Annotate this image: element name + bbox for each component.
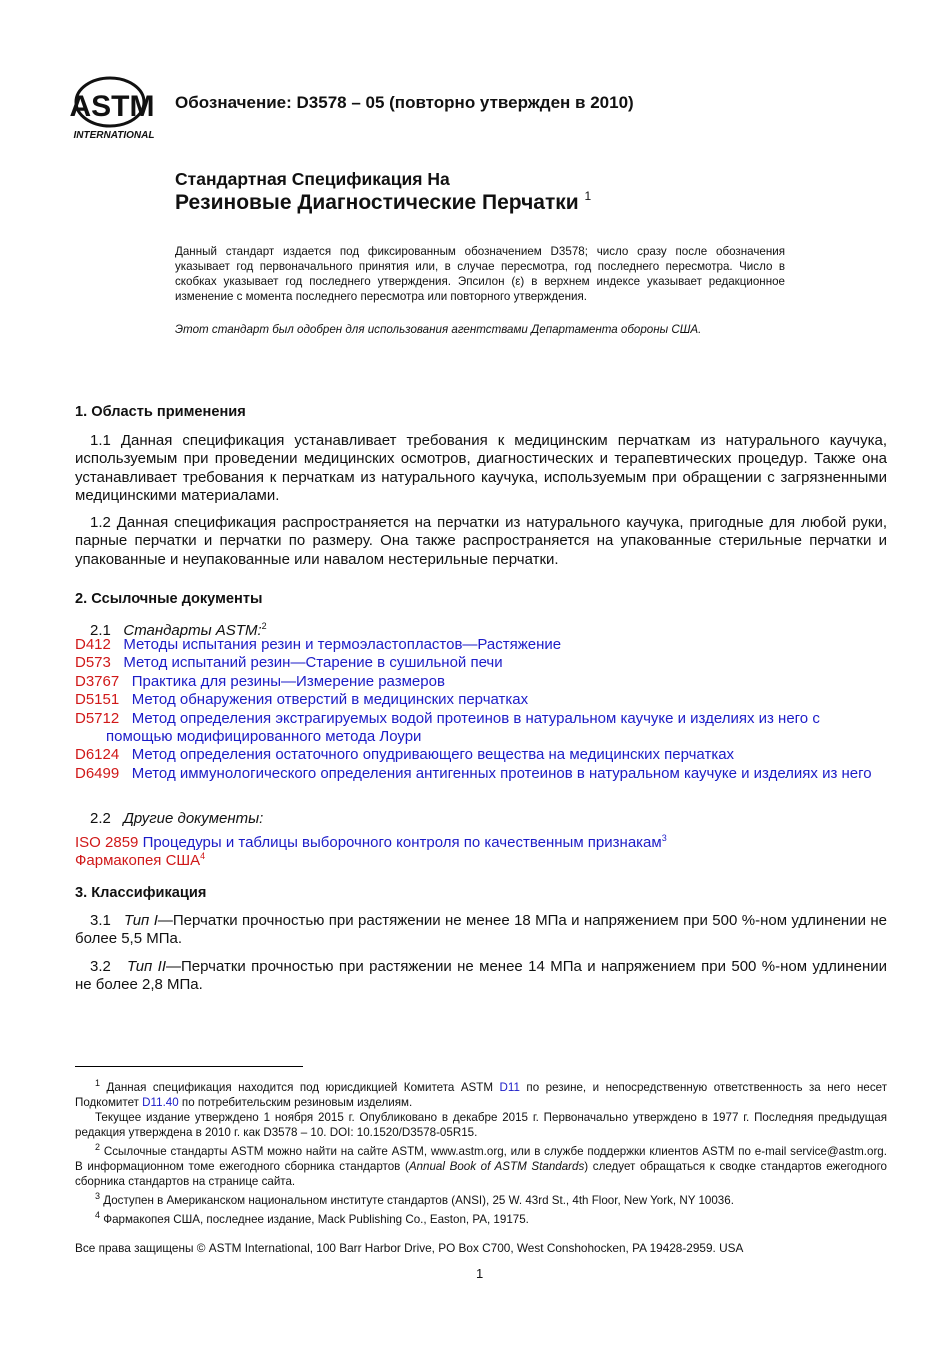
ref-title[interactable]: Процедуры и таблицы выборочного контроля по качественным признакам (142, 834, 662, 851)
text: ) следует обращаться к сводке стандартов ежегодного сборника стандартов на странице сайта. (75, 1159, 888, 1188)
link-d11[interactable]: D11 (499, 1080, 520, 1094)
link-d11-40[interactable]: D11.40 (142, 1095, 179, 1109)
subsection-2-2 (75, 810, 887, 828)
num: 3.1 (90, 912, 111, 929)
footnote-4 (75, 1208, 887, 1227)
title-text: Резиновые Диагностические Перчатки (175, 191, 579, 214)
fn-num: 3 (95, 1190, 101, 1201)
label: Другие документы: (123, 810, 264, 827)
ref-code[interactable]: Фармакопея США (75, 852, 201, 869)
footnotes (75, 1076, 887, 1226)
logo-subtext: INTERNATIONAL (73, 130, 155, 141)
ref-title[interactable]: Методы испытания резин и термоэластопластов—Растяжение (123, 636, 562, 653)
reference-usp[interactable] (75, 847, 887, 870)
fn-num: 2 (95, 1141, 101, 1152)
text: Данная спецификация находится под юрисдикцией Комитета ASTM (106, 1080, 500, 1094)
intro-paragraph: Данный стандарт издается под фиксированным обозначением D3578; число сразу после обозначения указывает год первоначального принятия или, в случае пересмотра, год последнего пересмотра. Число в скобках указывает год последнего утверждения. Эпсилон (ε) в верхнем индексе указывает редакционное изменение с момента последнего пересмотра или повторного утверждения. (175, 245, 785, 303)
reference-item[interactable] (75, 710, 887, 747)
text: Ссылочные стандарты ASTM можно найти на сайте ASTM, www.astm.org, или в службе поддержки клиентов ASTM по e-mail service@astm.org. В информационном томе ежегодного сборника стандартов ( (75, 1144, 887, 1173)
footnote-ref: 4 (200, 851, 206, 861)
paragraph-3-2 (75, 958, 887, 995)
ref-code[interactable]: D412 (75, 636, 111, 653)
paragraph-1-2: 1.2 Данная спецификация распространяется на перчатки из натурального каучука, пригодные для любой руки, парные перчатки и перчатки по размеру. Она также распространяется на упакованные стерильные перчатки и упакованные и неупакованные или навалом нестерильные перчатки. (75, 514, 887, 568)
ref-title[interactable]: Метод испытаний резин—Старение в сушильной печи (123, 654, 503, 672)
reference-list (75, 636, 887, 783)
ref-title[interactable]: Метод обнаружения отверстий в медицинских перчатках (131, 691, 529, 709)
num: 2.2 (90, 810, 111, 827)
footnote-1 (75, 1076, 887, 1110)
ref-code[interactable]: D6124 (75, 746, 120, 764)
ref-code[interactable]: D3767 (75, 672, 120, 690)
astm-logo (70, 76, 156, 142)
text: —Перчатки прочностью при растяжении не менее 18 МПа и напряжением при 500 %-ном удлинении не более 5,5 МПа. (75, 912, 887, 948)
title-line-2 (175, 191, 591, 215)
dod-note: Этот стандарт был одобрен для использования агентствами Департамента обороны США. (175, 323, 702, 336)
copyright: Все права защищены © ASTM International, 100 Barr Harbor Drive, PO Box C700, West Conshohocken, PA 19428-2959. USA (75, 1241, 744, 1255)
fn-num: 1 (95, 1078, 101, 1088)
ref-title[interactable]: Метод определения экстрагируемых водой протеинов в натуральном каучуке и изделиях из него с помощью модифицированного метода Лоури (106, 709, 820, 746)
reference-item[interactable] (75, 765, 887, 783)
ref-title[interactable]: Метод определения остаточного опудривающего вещества на медицинских перчатках (131, 746, 735, 764)
ref-title[interactable]: Метод иммунологического определения антигенных протеинов в натуральном каучуке и изделиях из него (131, 764, 872, 782)
section-3-heading: 3. Классификация (75, 885, 207, 901)
ref-title[interactable]: Практика для резины—Измерение размеров (131, 672, 445, 690)
reference-item[interactable] (75, 654, 887, 672)
text: Annual Book of ASTM Standards (408, 1159, 585, 1173)
footnote-ref: 3 (661, 833, 667, 843)
section-2-heading: 2. Ссылочные документы (75, 591, 263, 607)
text: по потребительским резиновым изделиям. (178, 1095, 413, 1109)
section-1-heading: 1. Область применения (75, 404, 246, 420)
text: Фармакопея США, последнее издание, Mack Publishing Co., Easton, PA, 19175. (103, 1212, 529, 1226)
title-line-1: Стандартная Спецификация На (175, 169, 450, 189)
footnote-divider (75, 1066, 303, 1067)
fn-num: 4 (95, 1209, 101, 1220)
designation: Обозначение: D3578 – 05 (повторно утвержден в 2010) (175, 93, 634, 112)
text: по резине, и непосредственную ответственность за него несет Подкомитет (75, 1080, 888, 1109)
reference-item[interactable] (75, 746, 887, 764)
ref-code[interactable]: D5151 (75, 691, 120, 709)
footnote-2 (75, 1140, 887, 1189)
ref-code[interactable]: D573 (75, 654, 111, 672)
paragraph-3-1 (75, 912, 887, 949)
footnote-ref: 1 (584, 189, 592, 203)
reference-item[interactable] (75, 636, 887, 654)
paragraph-1-1: 1.1 Данная спецификация устанавливает требования к медицинским перчаткам из натурального каучука, используемым при проведении медицинских осмотров, диагностических и терапевтических процедур. Также она устанавливает требования к перчаткам из натурального каучука, используемым при обращении с загрязненными медицинскими материалами. (75, 432, 887, 505)
page-number: 1 (476, 1266, 484, 1281)
text: —Перчатки прочностью при растяжении не менее 14 МПа и напряжением при 500 %-ном удлинении не более 2,8 МПа. (75, 958, 887, 994)
label: Стандарты ASTM: (123, 622, 262, 639)
reference-item[interactable] (75, 691, 887, 709)
footnote-3 (75, 1189, 887, 1208)
num: 3.2 (90, 958, 111, 975)
num: 2.1 (90, 622, 111, 639)
ref-code[interactable]: D6499 (75, 764, 120, 782)
reference-item[interactable] (75, 673, 887, 691)
logo-text: ASTM (70, 90, 155, 123)
ref-code[interactable]: ISO 2859 (75, 834, 139, 851)
text: Доступен в Американском национальном институте стандартов (ANSI), 25 W. 43rd St., 4th Floor, New York, NY 10036. (103, 1193, 734, 1207)
footnote-1-current: Текущее издание утверждено 1 ноября 2015 г. Опубликовано в декабре 2015 г. Первоначально утверждено в 1977 г. Последняя предыдущая редакция утверждена в 2010 г. как D3578 – 10. DOI: 10.1520/D3578-05R15. (75, 1110, 887, 1139)
ref-code[interactable]: D5712 (75, 709, 120, 727)
footnote-ref: 2 (261, 621, 267, 631)
type: Тип II (127, 958, 167, 975)
type: Тип I (124, 912, 158, 929)
